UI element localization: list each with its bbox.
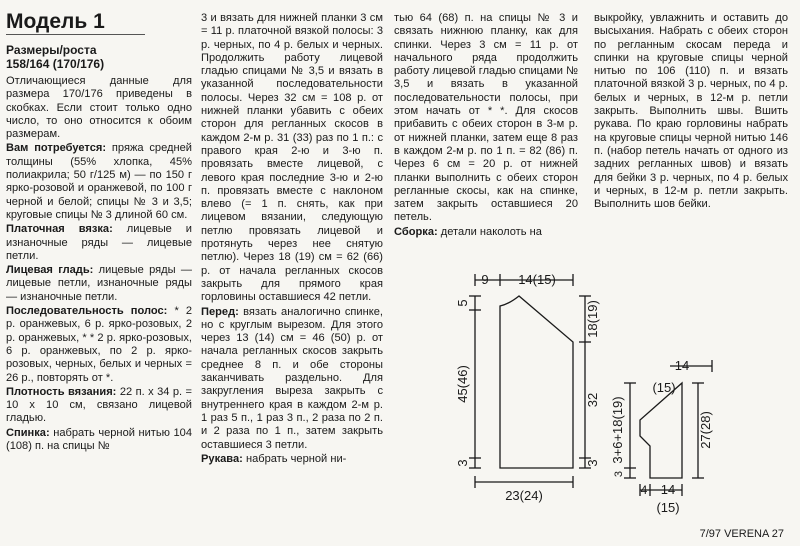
- rib-text: лицевые и изнаночные ряды — лицевые петли.: [6, 223, 192, 262]
- stripes-text: * 2 р. оранжевых, 6 р. ярко-розовых, 2 р. оранжевых, * * 2 р. ярко-розовых, 6 р. оранжевых, по 2 р. ярко-розовых, черных, белых и черных = 26 р., повторять от *.: [6, 305, 192, 384]
- dim-bottom: 23(24): [505, 488, 543, 503]
- front-paragraph: [201, 306, 383, 452]
- front-label: Перед:: [201, 305, 239, 318]
- body-outline: [500, 296, 573, 468]
- assembly-continued: выкройку, увлажнить и оставить до высыхания. Набрать с обеих сторон по регланным скосам переда и спинки на круговые спицы черной нитью по 106 (110) п. и вязать платочной вязкой 3 р. черных, по 4 р. белых и черных, в 12-м р. петли закрыть. Выполнить швы. Вшить рукава. По краю горловины набрать на круговые спицы черной нитью 146 п. (набор петель начать от одного из задних регланных швов) и вязать для бейки 3 р. черных, по 4 р. белых и черных, в 12-м р. петли закрыть. Выполнить шов бейки.: [594, 12, 788, 211]
- body-schematic: [455, 268, 605, 518]
- materials-label: Вам потребуется:: [6, 142, 107, 155]
- sleeve-label: Рукава:: [201, 452, 243, 465]
- sleeve-dim-bottom-under: (15): [656, 500, 680, 515]
- dim-right-top: 18(19): [585, 300, 600, 338]
- sleeve-dim-bottom-right: 14: [660, 482, 676, 497]
- assembly-text: детали наколоть на: [440, 225, 542, 238]
- sleeve-dim-top-inner: (15): [652, 380, 676, 395]
- dim-right-bottom: 3: [585, 459, 600, 467]
- sleeve-text: набрать черной ни-: [245, 452, 347, 465]
- stripes-label: Последовательность полос:: [6, 305, 168, 318]
- stockinette-label: Лицевая гладь:: [6, 264, 94, 277]
- stockinette-text: лицевые ряды — лицевые петли, изнаночные ряды — изнаночные петли.: [6, 264, 192, 303]
- rib-label: Платочная вязка:: [6, 223, 113, 236]
- column-2: [201, 12, 383, 467]
- sleeve-dim-top: 14: [674, 358, 690, 373]
- assembly-label: Сборка:: [394, 225, 438, 238]
- dim-top-left: 9: [481, 272, 489, 287]
- gauge-paragraph: [6, 386, 192, 426]
- dim-left-mid: 45(46): [455, 365, 470, 403]
- back-text: набрать черной нитью 104 (108) п. на спицы №: [6, 426, 192, 453]
- front-text: вязать аналогично спинке, но с круглым вырезом. Для этого через 13 (14) см = 46 (50) р. от начала регланных скосов закрыть среднее 8 п. и обе стороны заканчивать раздельно. Для закругления выреза закрыть с внутреннего края в каждом 2-м р. 1 раз 5 п., 1 раз 3 п., 2 раза по 2 п. и 2 раза по 1 п., затем закрыть оставшиеся 3 петли.: [201, 305, 383, 451]
- sizes-label: Размеры/роста: [6, 43, 97, 57]
- back-continued: 3 и вязать для нижней планки 3 см = 11 р. платочной вязкой полосы: 3 р. черных, по 4 р. белых и черных. Продолжить работу лицевой гладью спицами № 3,5 и вязать в указанной последовательности полосы. Через 32 см = 108 р. от нижней планки убавить с обеих сторон для регланных скосов в каждом 2-м р. 31 (33) раз по 1 п.: с правого края 2-ю и 3-ю п. провязать вместе лицевой, с левого края последние 3-ю и 2-ю п. провязать вместе с наклоном влево (= 1 п. снять, как при лицевом вязании, следующую петлю провязать лицевой и протянуть через нее снятую петлю). Через 18 (19) см = 62 (66) р. от начала регланных скосов закрыть для прямого края горловины оставшиеся 42 петли.: [201, 12, 383, 304]
- sleeve-dim-bottom-left: 4: [640, 483, 648, 497]
- materials-text: пряжа средней толщины (55% хлопка, 45% полиакрила; 50 г/125 м) — по 150 г ярко-розовой и оранжевой, по 100 г черной и белой; спицы № 3 и 3,5; круговые спицы № 3 длиной 60 см.: [6, 142, 192, 221]
- dim-top-right: 14(15): [518, 272, 556, 287]
- sleeve-paragraph: [201, 453, 383, 466]
- column-4: [594, 12, 788, 212]
- gauge-text: 22 п. х 34 р. = 10 х 10 см, связано лицевой гладью.: [6, 385, 192, 425]
- materials-paragraph: [6, 142, 192, 222]
- page-title: Модель 1: [6, 10, 145, 35]
- sleeve-dim-left-bottom: 3: [613, 470, 625, 478]
- rib-paragraph: [6, 223, 192, 263]
- column-1: [6, 8, 192, 454]
- sleeve-dim-left: 3+6+18(19): [610, 396, 625, 464]
- assembly-paragraph: [394, 226, 578, 239]
- column-3: [394, 12, 578, 240]
- sizes-heading: [6, 43, 192, 71]
- sleeve-dim-right: 27(28): [698, 411, 713, 449]
- dim-left-top: 5: [455, 299, 470, 307]
- back-paragraph: [6, 427, 192, 454]
- gauge-label: Плотность вязания:: [6, 385, 117, 398]
- stripes-paragraph: [6, 305, 192, 385]
- page-footer: 7/97 VERENA 27: [699, 528, 784, 540]
- intro-paragraph: Отличающиеся данные для размера 170/176 приведены в скобках. Если стоит только одно число, то оно относится к обоим размерам.: [6, 75, 192, 141]
- dim-right-mid: 32: [585, 392, 600, 408]
- sleeve-continued: тью 64 (68) п. на спицы № 3 и связать нижнюю планку, как для спинки. Через 3 см = 11 р. от начального ряда продолжить работу лицевой гладью спицами № 3,5 и вязать в указанной последовательности полосы, при этом начать от * *. Для скосов прибавить с обеих сторон в 3-м р. от нижней планки, затем еще 8 раз в каждом 2-м р. по 1 п. = 82 (86) п. Через 6 см = 20 р. от нижней планки выполнить с обеих сторон регланные скосы, как на спинке, затем закрыть оставшиеся 20 петель.: [394, 12, 578, 224]
- dim-left-bottom: 3: [455, 459, 470, 467]
- sleeve-schematic: [610, 350, 720, 520]
- sleeve-outline: [640, 383, 682, 478]
- sizes-value: 158/164 (170/176): [6, 57, 105, 71]
- stockinette-paragraph: [6, 264, 192, 304]
- back-label: Спинка:: [6, 426, 50, 439]
